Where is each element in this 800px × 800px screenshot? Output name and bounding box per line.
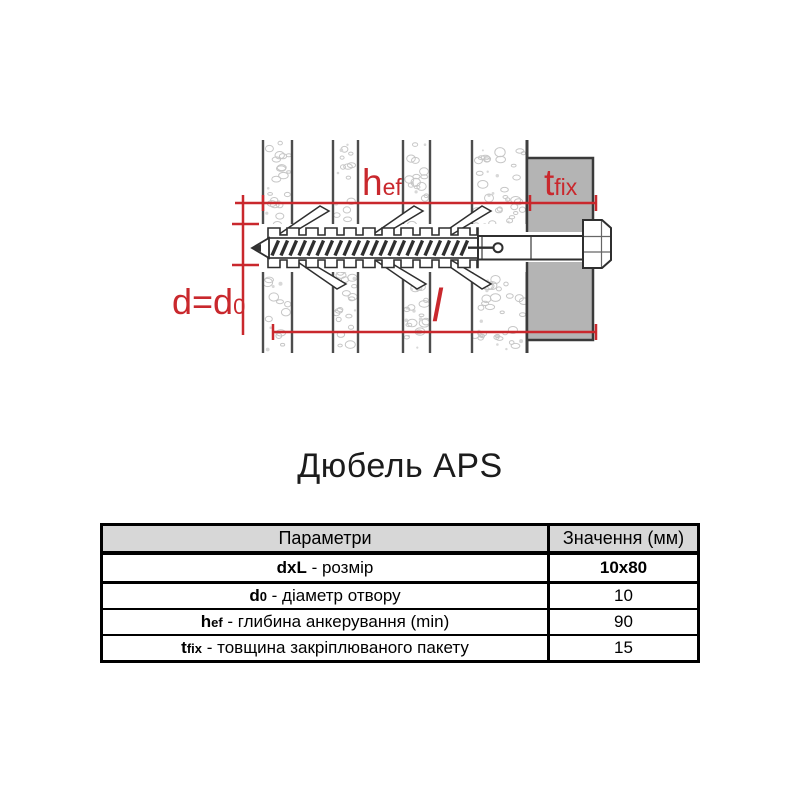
speckle bbox=[419, 314, 424, 317]
speckle bbox=[495, 208, 502, 213]
speckle bbox=[506, 294, 513, 299]
speckle bbox=[511, 164, 516, 167]
speckle bbox=[344, 217, 352, 222]
speckle bbox=[336, 317, 341, 321]
speckle bbox=[420, 168, 429, 175]
speckle bbox=[503, 196, 508, 199]
speckle bbox=[334, 213, 341, 218]
table-header-row bbox=[102, 525, 699, 554]
speckle bbox=[269, 326, 272, 329]
speckle bbox=[487, 171, 489, 173]
value-header-cell: Значення (мм) bbox=[549, 525, 699, 554]
speckle bbox=[278, 141, 282, 145]
table-row bbox=[102, 583, 699, 610]
param-header-cell: Параметри bbox=[102, 525, 549, 554]
param-cell: dxL - розмір bbox=[102, 553, 549, 583]
speckle bbox=[281, 343, 285, 346]
speckle bbox=[266, 348, 270, 352]
value-cell: 90 bbox=[549, 609, 699, 635]
speckle bbox=[353, 277, 357, 281]
speckle bbox=[265, 212, 268, 215]
speckle bbox=[267, 187, 270, 190]
speckle bbox=[404, 336, 409, 339]
param-desc: - товщина закріплюваного пакету bbox=[202, 638, 469, 657]
speckle bbox=[496, 174, 499, 177]
speckle bbox=[513, 175, 521, 180]
param-cell: tfix - товщина закріплюваного пакету bbox=[102, 635, 549, 662]
speckle bbox=[272, 285, 275, 288]
speckle bbox=[482, 149, 484, 151]
speckle bbox=[343, 207, 350, 213]
speckle bbox=[421, 195, 428, 201]
table-row bbox=[102, 635, 699, 662]
speckle bbox=[424, 143, 427, 146]
speckle bbox=[342, 291, 350, 296]
anchor-diagram bbox=[160, 118, 640, 402]
speckle bbox=[504, 282, 508, 286]
speckle bbox=[265, 277, 274, 283]
speckle bbox=[496, 343, 499, 346]
hex-head bbox=[583, 220, 611, 268]
param-desc: - діаметр отвору bbox=[266, 586, 401, 605]
param-desc: - розмір bbox=[306, 558, 374, 577]
speckle bbox=[520, 313, 526, 317]
hef-label: hef bbox=[362, 162, 402, 203]
speckle bbox=[268, 193, 273, 196]
speckle bbox=[501, 187, 509, 192]
speckle bbox=[516, 149, 524, 153]
speckle bbox=[287, 171, 291, 173]
speckle bbox=[352, 285, 357, 288]
page-title: Дюбель APS bbox=[297, 447, 503, 485]
speckle bbox=[349, 152, 353, 155]
speckle bbox=[276, 213, 284, 219]
speckle bbox=[500, 311, 504, 314]
table-row bbox=[102, 609, 699, 635]
speckle bbox=[496, 287, 501, 291]
speckle bbox=[485, 304, 494, 309]
value-cell: 10x80 bbox=[549, 553, 699, 583]
speckle bbox=[348, 325, 353, 329]
speckle bbox=[346, 144, 348, 146]
speckle bbox=[416, 347, 418, 349]
screw-end bbox=[494, 243, 503, 252]
speckle bbox=[519, 207, 525, 212]
speckle bbox=[480, 320, 483, 323]
speckle bbox=[478, 181, 488, 189]
d-label: d=d0 bbox=[172, 281, 246, 322]
speckle bbox=[505, 348, 507, 350]
speckle bbox=[476, 171, 483, 175]
speckle bbox=[279, 172, 289, 178]
speckle bbox=[281, 309, 290, 316]
speckle bbox=[417, 182, 426, 190]
speckle bbox=[490, 294, 500, 302]
speckle bbox=[338, 344, 342, 347]
speckle bbox=[345, 341, 355, 349]
parameters-table bbox=[100, 523, 700, 663]
speckle bbox=[505, 199, 507, 201]
speckle bbox=[265, 145, 273, 151]
tfix-label: tfix bbox=[544, 162, 578, 203]
speckle bbox=[514, 212, 518, 215]
speckle bbox=[337, 172, 340, 175]
speckle bbox=[495, 148, 505, 157]
speckle bbox=[277, 300, 284, 304]
speckle bbox=[265, 316, 272, 321]
speckle bbox=[354, 309, 356, 311]
table-row bbox=[102, 553, 699, 583]
speckle bbox=[284, 192, 290, 196]
l-label: l bbox=[432, 279, 443, 331]
param-cell: hef - глибина анкерування (min) bbox=[102, 609, 549, 635]
speckle bbox=[407, 155, 416, 162]
param-cell: d0 - діаметр отвору bbox=[102, 583, 549, 610]
speckle bbox=[346, 314, 352, 318]
param-desc: - глибина анкерування (min) bbox=[222, 612, 450, 631]
speckle bbox=[492, 192, 495, 195]
speckle bbox=[340, 156, 344, 159]
speckle bbox=[340, 148, 344, 152]
speckle bbox=[410, 288, 413, 291]
speckle bbox=[285, 302, 291, 307]
speckle bbox=[279, 282, 283, 286]
speckle bbox=[519, 339, 523, 343]
speckle bbox=[507, 219, 513, 223]
speckle bbox=[413, 143, 418, 147]
speckle bbox=[346, 176, 350, 179]
speckle bbox=[415, 190, 418, 193]
value-cell: 15 bbox=[614, 638, 633, 657]
speckle bbox=[478, 305, 484, 310]
value-cell: 10 bbox=[549, 583, 699, 610]
